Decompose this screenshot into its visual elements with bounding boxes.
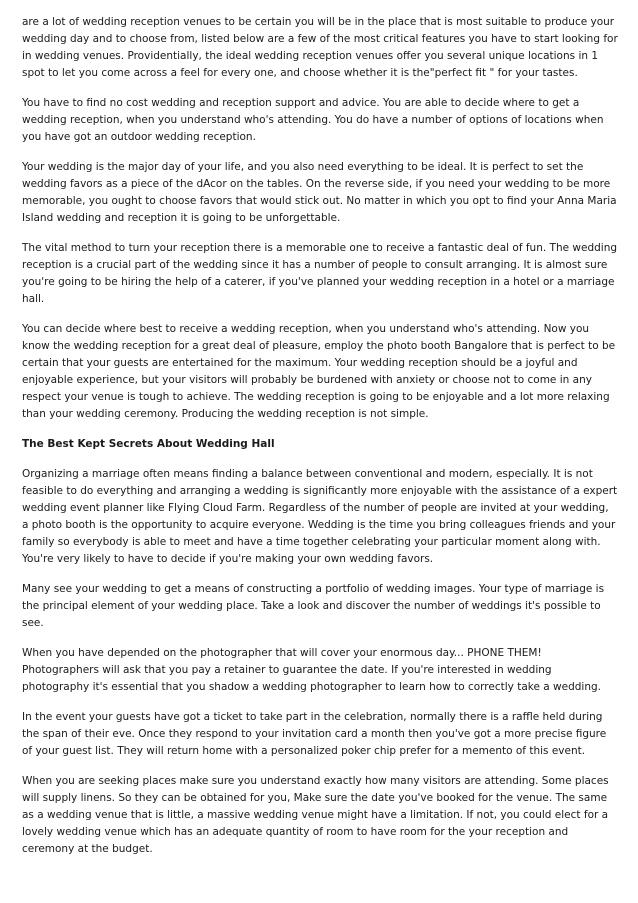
- paragraph: Organizing a marriage often means finding a balance between conventional and modern, especially. It is not feasible to do everything and arranging a wedding is significantly more enjoyable with the assistance of a expert wedding event planner like Flying Cloud Farm. Regardless of the number of people are invited at your wedding, a photo booth is the opportunity to acquire everyone. Wedding is the time you bring colleagues friends and your family so everybody is able to meet and have a time together celebrating your particular moment along with. You're very likely to have to decide if you're making your own wedding favors.: [22, 468, 618, 565]
- paragraph: In the event your guests have got a ticket to take part in the celebration, normally there is a raffle held during the span of their eve. Once they respond to your invitation card a month then you've got a more precise figure of your guest list. They will return home with a personalized poker chip prefer for a memento of this event.: [22, 711, 607, 757]
- paragraph: Your wedding is the major day of your life, and you also need everything to be ideal. It is perfect to set the wedding favors as a piece of the dAcor on the tables. On the reverse side, if you need your wedding to be more memorable, you ought to choose favors that would stick out. No matter in which you opt to find your Anna Maria Island wedding and reception it is going to be unforgettable.: [22, 161, 617, 224]
- paragraph: When you have depended on the photographer that will cover your enormous day... PHONE THEM! Photographers will ask that you pay a retainer to guarantee the date. If you're interested in wedding photography it's essential that you shadow a wedding photographer to learn how to correctly take a wedding.: [22, 647, 601, 693]
- section-heading: The Best Kept Secrets About Wedding Hall: [22, 438, 275, 450]
- paragraph: The vital method to turn your reception there is a memorable one to receive a fantastic deal of fun. The wedding reception is a crucial part of the wedding since it has a number of people to consult arranging. It is almost sure you're going to be hiring the help of a caterer, if you've planned your wedding reception in a hotel or a marriage hall.: [22, 242, 618, 305]
- document-page: [22, 14, 618, 871]
- paragraph: are a lot of wedding reception venues to be certain you will be in the place that is most suitable to produce your wedding day and to choose from, listed below are a few of the most critical features you have to start looking for in wedding venues. Providentially, the ideal wedding reception venues offer you several unique locations in 1 spot to let you come across a feel for every one, and choose whether it is the"perfect fit " for your tastes.: [22, 16, 618, 79]
- paragraph: Many see your wedding to get a means of constructing a portfolio of wedding images. Your type of marriage is the principal element of your wedding place. Take a look and discover the number of weddings it's possible to see.: [22, 583, 605, 629]
- paragraph: You have to find no cost wedding and reception support and advice. You are able to decide where to get a wedding reception, when you understand who's attending. You do have a number of options of locations when you have got an outdoor wedding reception.: [22, 97, 604, 143]
- paragraph: You can decide where best to receive a wedding reception, when you understand who's attending. Now you know the wedding reception for a great deal of pleasure, employ the photo booth Bangalore that is perfect to be certain that your guests are entertained for the maximum. Your wedding reception should be a joyful and enjoyable experience, but your visitors will probably be burdened with anxiety or choose not to come in any respect your venue is tough to achieve. The wedding reception is going to be enjoyable and a lot more relaxing than your wedding ceremony. Producing the wedding reception is not simple.: [22, 323, 616, 420]
- paragraph: When you are seeking places make sure you understand exactly how many visitors are attending. Some places will supply linens. So they can be obtained for you, Make sure the date you've booked for the venue. The same as a wedding venue that is little, a massive wedding venue might have a limitation. If not, you could elect for a lovely wedding venue which has an adequate quantity of room to have room for the your reception and ceremony at the budget.: [22, 775, 609, 855]
